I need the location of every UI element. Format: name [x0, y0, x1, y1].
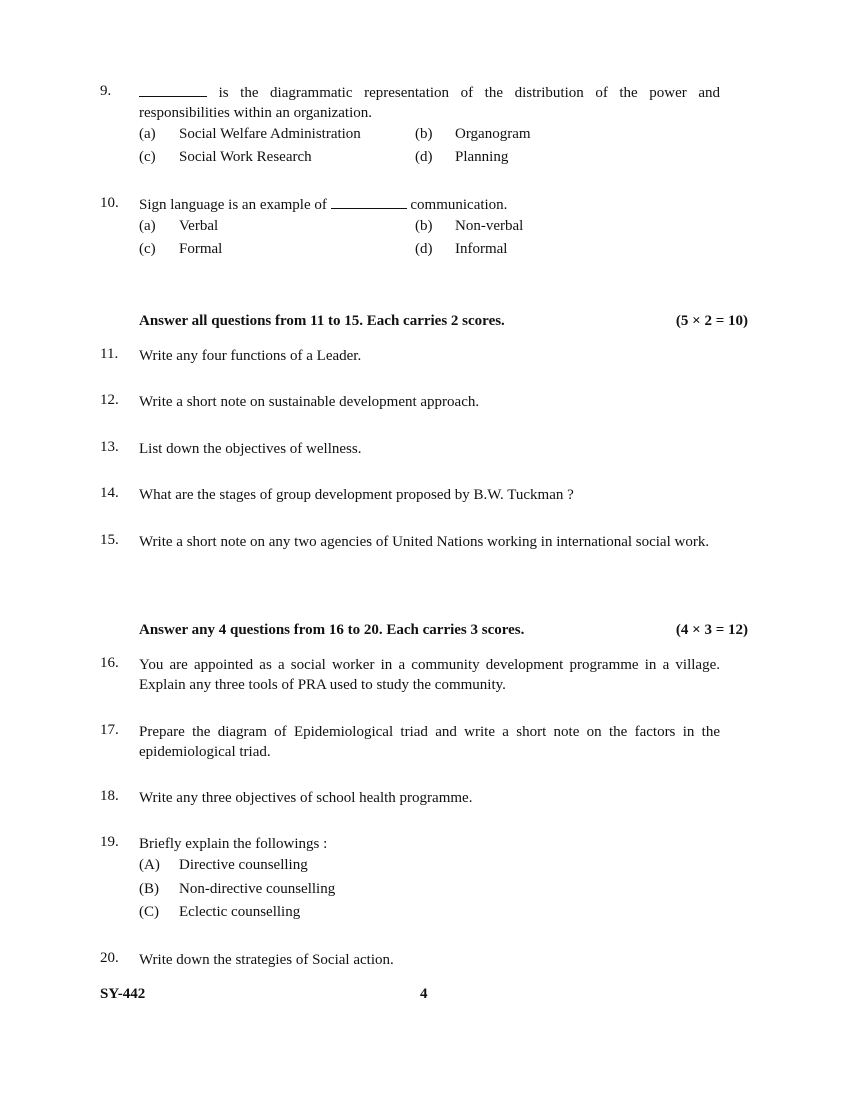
question-number: 9. [100, 83, 112, 99]
answer-blank [331, 196, 407, 209]
question-text: Write any three objectives of school health programme. [139, 790, 473, 806]
question-text: Prepare the diagram of Epidemiological triad and write a short note on the factors in the epidemiological triad. [139, 724, 720, 760]
question-12 [100, 392, 720, 412]
options: (a) Social Welfare Administration (b) Organogram (c) Social Work Research (d) Planning [139, 126, 531, 165]
question-15 [100, 532, 720, 552]
question-20 [100, 950, 720, 970]
question-16 [100, 655, 720, 695]
section-score: (5 × 2 = 10) [675, 313, 748, 329]
question-text: Write a short note on any two agencies of United Nations working in international social work. [139, 534, 710, 550]
answer-blank [139, 84, 207, 97]
question-13 [100, 439, 720, 459]
paper-code: SY-442 [100, 986, 146, 1002]
question-text: Sign language is an example of communication. [139, 197, 508, 213]
question-number: 20. [100, 950, 119, 966]
question-text: List down the objectives of wellness. [139, 441, 362, 457]
page-number: 4 [420, 986, 428, 1002]
question-text: is the diagrammatic representation of the distribution of the power and responsibilities within an organization. [139, 85, 720, 121]
question-11 [100, 346, 720, 366]
section-instruction [139, 622, 748, 639]
question-number: 12. [100, 392, 119, 408]
question-18 [100, 788, 720, 808]
question-number: 19. [100, 834, 119, 850]
question-number: 14. [100, 485, 119, 501]
question-text: Write down the strategies of Social action. [139, 952, 394, 968]
question-number: 18. [100, 788, 119, 804]
question-number: 15. [100, 532, 119, 548]
question-number: 11. [100, 346, 119, 362]
section-instruction [139, 313, 748, 330]
question-17 [100, 722, 720, 762]
question-9 [100, 83, 720, 172]
question-14 [100, 485, 720, 505]
question-text: Briefly explain the followings : [139, 836, 328, 852]
sub-items: (A) Directive counselling (B) Non-directive counselling (C) Eclectic counselling [139, 857, 336, 920]
instruction-text: Answer all questions from 11 to 15. Each carries 2 scores. [139, 313, 505, 329]
instruction-text: Answer any 4 questions from 16 to 20. Each carries 3 scores. [139, 622, 525, 638]
question-19 [100, 834, 720, 928]
question-text: You are appointed as a social worker in a community development programme in a village. Explain any three tools of PRA used to study the community. [139, 657, 720, 693]
question-number: 10. [100, 195, 119, 211]
question-number: 17. [100, 722, 119, 738]
question-text: Write a short note on sustainable development approach. [139, 394, 480, 410]
question-text: Write any four functions of a Leader. [139, 348, 362, 364]
question-number: 16. [100, 655, 119, 671]
question-10 [100, 195, 720, 264]
options: (a) Verbal (b) Non-verbal (c) Formal (d) Informal [139, 218, 524, 257]
section-score: (4 × 3 = 12) [675, 622, 748, 638]
question-number: 13. [100, 439, 119, 455]
question-text: What are the stages of group development proposed by B.W. Tuckman ? [139, 487, 574, 503]
